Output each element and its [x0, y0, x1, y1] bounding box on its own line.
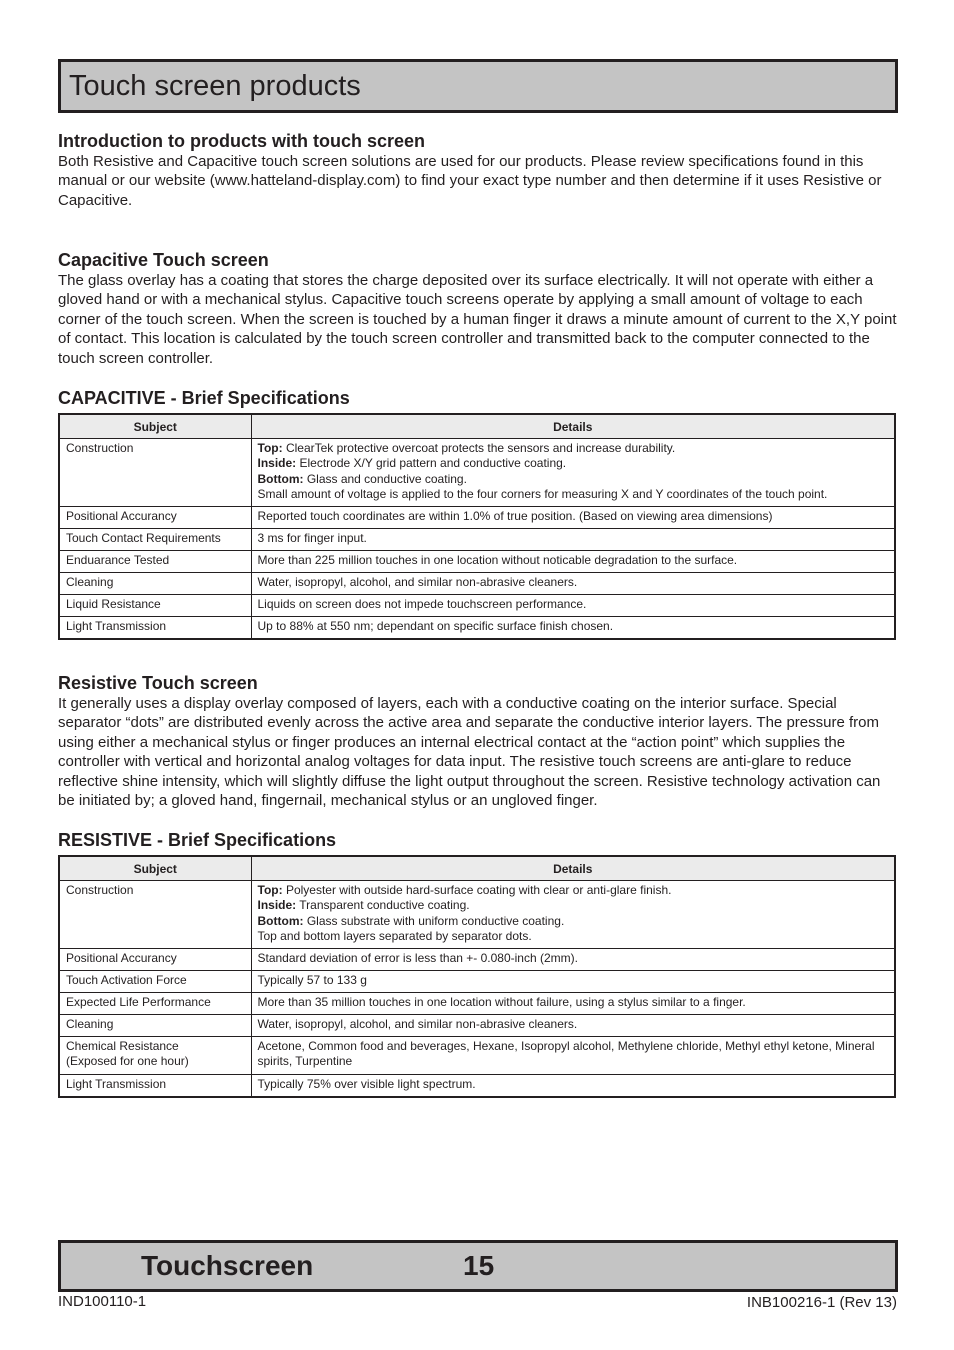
resistive-heading: Resistive Touch screen — [58, 673, 258, 693]
cell-subject: Enduarance Tested — [59, 551, 251, 573]
cell-details: Reported touch coordinates are within 1.0% of true position. (Based on viewing area dimensions) — [251, 507, 895, 529]
cell-subject: Liquid Resistance — [59, 595, 251, 617]
cell-subject: Positional Accurancy — [59, 949, 251, 971]
inside-label: Inside: — [257, 898, 297, 913]
cell-details: More than 225 million touches in one location without noticable degradation to the surface. — [251, 551, 895, 573]
cell-details: Up to 88% at 550 nm; dependant on specific surface finish chosen. — [251, 617, 895, 639]
cell-subject: Light Transmission — [59, 617, 251, 639]
capacitive-heading: Capacitive Touch screen — [58, 250, 269, 270]
document-id-left: IND100110-1 — [58, 1293, 147, 1310]
table-row — [59, 595, 895, 617]
table-row — [59, 507, 895, 529]
table-row — [59, 949, 895, 971]
capacitive-spec-table — [58, 413, 896, 640]
cell-details: Water, isopropyl, alcohol, and similar non-abrasive cleaners. — [251, 1015, 895, 1037]
top-text: ClearTek protective overcoat protects the sensors and increase durability. — [282, 441, 676, 455]
column-header-subject: Subject — [59, 856, 251, 881]
table-row — [59, 529, 895, 551]
capacitive-paragraph — [58, 271, 898, 368]
subject-line-1: Chemical Resistance — [66, 1039, 179, 1053]
table-header-row — [59, 414, 895, 439]
table-header-row — [59, 856, 895, 881]
cell-subject: Light Transmission — [59, 1075, 251, 1097]
intro-body: Both Resistive and Capacitive touch screen solutions are used for our products. Please review specifications found in this manual or our website (www.hatteland-display.com) to find your exact type number and then determine if it uses Resistive or Capacitive. — [58, 153, 882, 209]
cell-subject: Construction — [59, 439, 251, 507]
cell-subject: Positional Accurancy — [59, 507, 251, 529]
top-label: Top: — [257, 441, 283, 455]
table-row — [59, 573, 895, 595]
resistive-spec-heading: RESISTIVE - Brief Specifications — [58, 830, 337, 850]
cell-details: Typically 75% over visible light spectrum. — [251, 1075, 895, 1097]
cell-details: Liquids on screen does not impede touchscreen performance. — [251, 595, 895, 617]
resistive-body: It generally uses a display overlay composed of layers, each with a conductive coating on the interior surface. Special separator “dots” are distributed evenly across the active area and separate the conductive interior layers. The pressure from using either a mechanical stylus or finger produces an internal electrical contact at the “action point” which supplies the controller with vertical and horizontal analog voltages for data input. The resistive touch screens are anti-glare to reduce reflective shine intensity, which will slightly diffuse the light output throughout the screen. Resistive technology activation can be initiated by; a gloved hand, fingernail, mechanical stylus or an ungloved finger. — [58, 695, 881, 810]
bottom-text: Glass and conductive coating. — [303, 471, 467, 486]
cell-details: Acetone, Common food and beverages, Hexane, Isopropyl alcohol, Methylene chloride, Methyl ethyl ketone, Mineral spirits, Turpentine — [251, 1037, 895, 1075]
inside-text: Electrode X/Y grid pattern and conductive coating. — [296, 456, 567, 471]
table-row — [59, 551, 895, 573]
top-text: Polyester with outside hard-surface coating with clear or anti-glare finish. — [282, 883, 672, 897]
cell-details: More than 35 million touches in one location without failure, using a stylus similar to a finger. — [251, 993, 895, 1015]
page-number: 15 — [463, 1250, 495, 1281]
cell-subject: Cleaning — [59, 573, 251, 595]
bottom-text: Glass substrate with uniform conductive coating. — [303, 913, 565, 928]
column-header-details: Details — [251, 856, 895, 881]
inside-label: Inside: — [257, 456, 297, 471]
table-row — [59, 1075, 895, 1097]
table-row-construction — [59, 439, 895, 507]
cell-subject: Touch Contact Requirements — [59, 529, 251, 551]
bottom-label: Bottom: — [257, 471, 304, 486]
resistive-paragraph — [58, 694, 898, 810]
inside-text: Transparent conductive coating. — [296, 898, 470, 913]
construction-note: Top and bottom layers separated by separator dots. — [257, 929, 532, 944]
cell-details: Water, isopropyl, alcohol, and similar non-abrasive cleaners. — [251, 573, 895, 595]
cell-subject: Cleaning — [59, 1015, 251, 1037]
cell-subject: Construction — [59, 881, 251, 949]
document-id-right: INB100216-1 (Rev 13) — [746, 1294, 897, 1311]
footer-section-title: Touchscreen — [141, 1250, 314, 1281]
capacitive-spec-heading: CAPACITIVE - Brief Specifications — [58, 388, 350, 408]
construction-note: Small amount of voltage is applied to the four corners for measuring X and Y coordinates of the touch point. — [257, 487, 828, 502]
cell-subject: Expected Life Performance — [59, 993, 251, 1015]
page-header-bar — [58, 59, 898, 113]
intro-paragraph — [58, 152, 898, 210]
page-title: Touch screen products — [69, 70, 361, 102]
cell-details: Typically 57 to 133 g — [251, 971, 895, 993]
page-footer-bar — [58, 1240, 898, 1292]
table-row — [59, 971, 895, 993]
table-row-construction — [59, 881, 895, 949]
intro-heading: Introduction to products with touch screen — [58, 131, 425, 151]
cell-details: Standard deviation of error is less than +- 0.080-inch (2mm). — [251, 949, 895, 971]
bottom-label: Bottom: — [257, 913, 304, 928]
top-label: Top: — [257, 883, 283, 897]
capacitive-body: The glass overlay has a coating that stores the charge deposited over its surface electrically. It will not operate with either a gloved hand or with a mechanical stylus. Capacitive touch screens operate by applying a small amount of voltage to each corner of the touch screen. When the screen is touched by a human finger it draws a minute amount of current to the X,Y point of contact. This location is calculated by the touch screen controller and transmitted back to the computer connected to the touch screen controller. — [58, 272, 897, 367]
cell-details — [251, 439, 895, 507]
table-row — [59, 617, 895, 639]
column-header-details: Details — [251, 414, 895, 439]
table-row — [59, 993, 895, 1015]
cell-subject: Touch Activation Force — [59, 971, 251, 993]
column-header-subject: Subject — [59, 414, 251, 439]
table-row — [59, 1037, 895, 1075]
cell-details — [251, 881, 895, 949]
resistive-spec-table — [58, 855, 896, 1098]
cell-details: 3 ms for finger input. — [251, 529, 895, 551]
subject-line-2: (Exposed for one hour) — [66, 1054, 189, 1069]
table-row — [59, 1015, 895, 1037]
cell-subject — [59, 1037, 251, 1075]
